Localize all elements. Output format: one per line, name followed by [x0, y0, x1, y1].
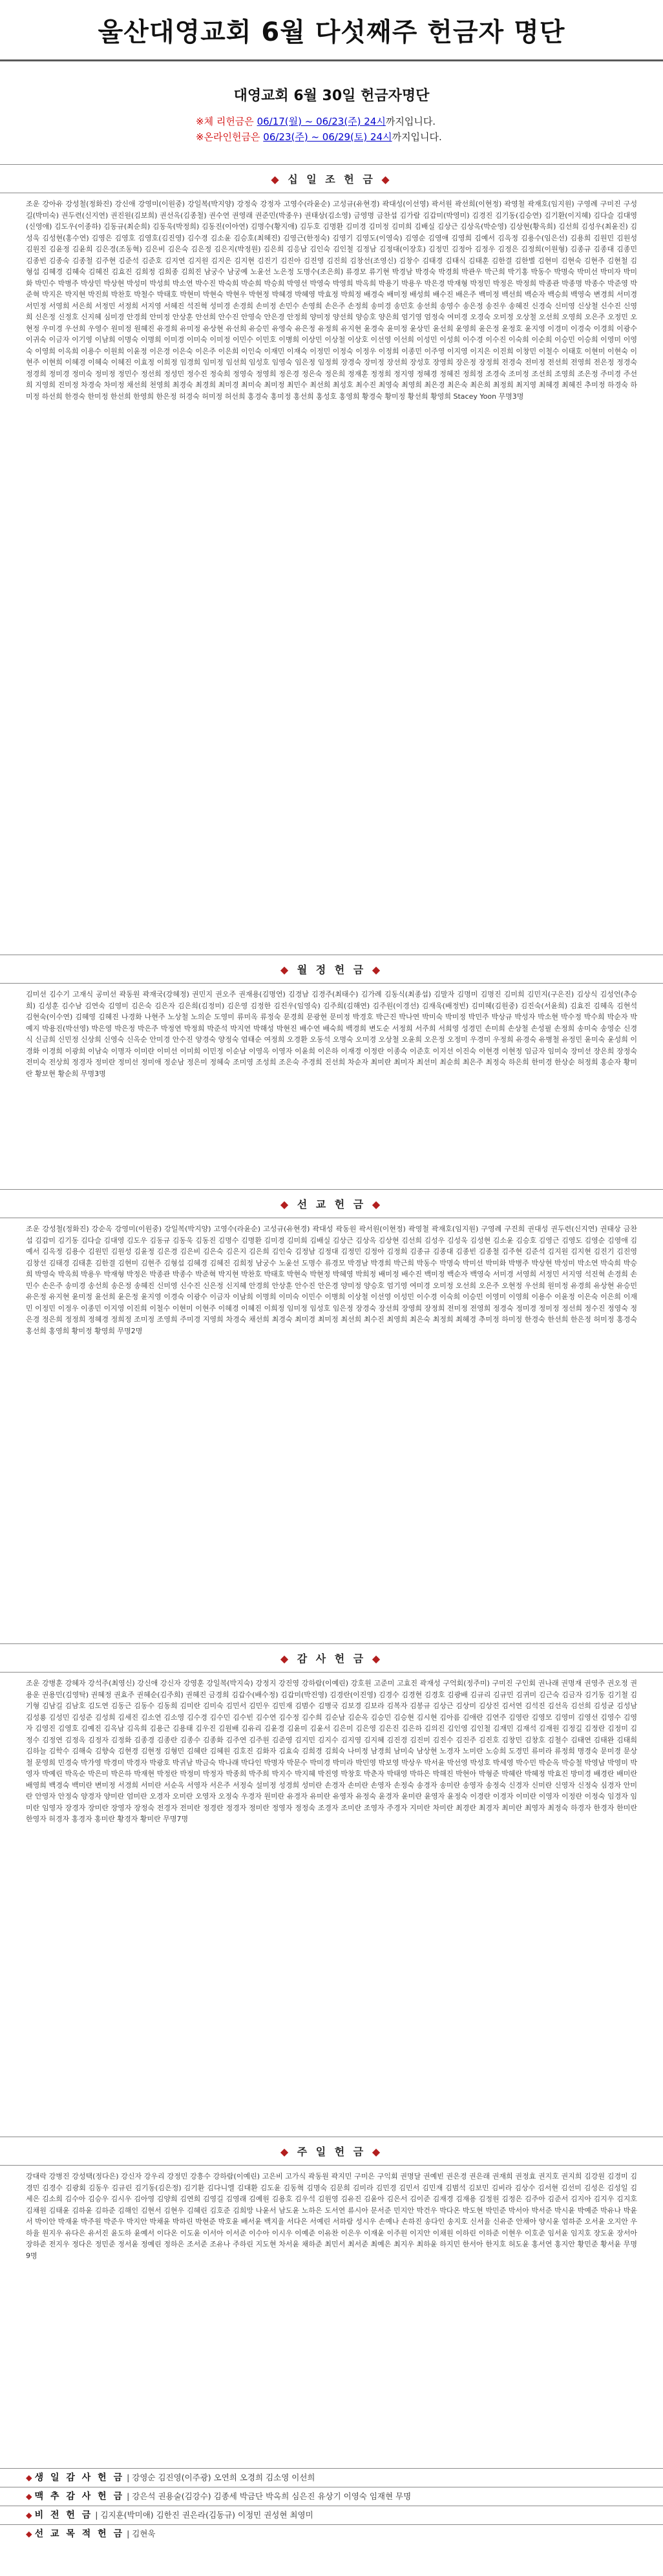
- bullet-icon: ◆: [280, 2146, 297, 2158]
- note-offering-suffix: 까지입니다.: [385, 116, 436, 127]
- bullet-icon: ◆: [366, 2146, 383, 2158]
- section-title-text: 월 정 헌 금: [297, 964, 366, 976]
- footer-row-harvest: [26, 2487, 637, 2506]
- footer-row-mission-purpose: [26, 2525, 637, 2543]
- section-mission: [26, 1189, 637, 1624]
- bullet-icon: ◆: [366, 964, 383, 976]
- section-title: [26, 1196, 637, 1211]
- section-title: [26, 2144, 637, 2159]
- footer-row-separator: |: [127, 2491, 132, 2501]
- section-title-text: 선 교 헌 금: [297, 1198, 366, 1210]
- section-body: 조운 강병훈 강혜자 강석주(최영신) 강신애 강신자 강영훈 강일복(박지숙) 강정지 강진영 강하람(이예린) 강호원 고준미 고효진 곽재성 구억회(정주미) 구미진 구인회 권나래 권명재 권영주 권오정 권용운 권용민(김영탁) 권혜정 권효주 권혜순(김주희) 권혜진 금경희 김갑수(배수정) 김갑미(박진영) 김경란(이진영) 김경수 김경현 김경호 김광배 김규리 김규민 김귀미 김근숙 김금자 김기동 김기철 김기형 김남길 김남호 김도연 김동근 김동수 김동희 김미란 김미숙 김민서 김민우 김민재 김범수 김병국 김보경 김보라 김복자 김봉규 김상근 김상미 김상진 김서연 김석진 김선옥 김선희 김성균 김성남 김성룡 김성민 김성준 김성희 김세진 김소연 김소영 김수경 김수민 김수빈 김수연 김수정 김수희 김순남 김순옥 김승민 김승현 김시현 김아름 김애란 김연주 김영란 김영모 김영미 김영선 김영수 김영자 김영진 김영호 김예진 김옥남 김옥희 김용근 김용태 김우진 김원배 김유리 김윤경 김윤미 김윤서 김은미 김은영 김은진 김은하 김의진 김인영 김인철 김재민 김재석 김재원 김정길 김정란 김정미 김정수 김정연 김정옥 김정자 김정화 김종경 김종란 김종수 김종화 김주연 김주원 김준영 김지민 김지수 김지영 김지혜 김진경 김진미 김진수 김진주 김진호 김창민 김창호 김철수 김태연 김태완 김태희 김하늘 김학수 김해숙 김향숙 김현경 김현정 김형민 김혜란 김혜원 김호진 김화자 김효숙 김희경 김희숙 나미정 남경희 남미숙 남상현 노경자 노미란 노승희 도경민 류미라 류정희 명경숙 문미경 문상철 문영희 민경숙 박가영 박경미 박경자 박광호 박귀남 박금숙 박나래 박다인 박명자 박문수 박미경 박미라 박민영 박보영 박상우 박서윤 박선영 박성호 박세영 박수민 박순옥 박승철 박영남 박영미 박영자 박예린 박옥순 박은미 박은하 박재현 박정란 박정미 박정자 박종희 박주희 박지수 박지혜 박진영 박창호 박춘자 박태영 박하은 박해진 박현아 박형준 박혜란 박혜정 박효진 방미경 배경란 배미란 배영희 백경숙 백미란 변미정 서경희 서미란 서순옥 서영자 서은주 서정숙 설미정 성경희 성미란 손경자 손미란 손영자 손정숙 송경자 송미란 송영자 송정숙 신경자 신미란 신영자 신정숙 심경자 안미란 안영자 안정숙 양경자 양미란 엄미란 오경자 오미란 오영자 오정숙 우경자 원미란 유경자 유미란 유영자 유정숙 윤경자 윤미란 윤영자 윤정숙 이경란 이경자 이미란 이영자 이정란 이정숙 임경자 임미란 임영자 장경자 장미란 장영자 장정숙 전경자 전미란 정경란 정경자 정미란 정영자 정정숙 조경자 조미란 조영자 주경자 지미란 차미란 최경란 최경자 최미란 최영자 최정숙 하경자 한경자 한미란 한영자 허경자 홍경자 홍미란 황경자 황미란 무명7명: [26, 1679, 637, 1823]
- bullet-icon: ◆: [271, 173, 288, 185]
- section-divider: [0, 1189, 663, 1190]
- section-divider: [0, 2165, 663, 2166]
- section-divider: [0, 1672, 663, 1673]
- bullet-icon: ◆: [366, 1198, 383, 1210]
- note-offering-prefix: ※체 리헌금은: [196, 116, 257, 127]
- banner-divider: [0, 59, 663, 61]
- footer-row-text: 김현욱: [132, 2529, 156, 2539]
- section-body: 조운 강성철(정화진) 강순옥 강영미(이원중) 강일복(박지양) 고영수(라윤순) 고성규(유현경) 곽대성 곽동원 곽서원(이현정) 곽영철 곽재호(임지원) 구영례 구진희 권대성 권두련(신지연) 권태상 금찬섭 김갑미 김기동 김다슬 김대영 김도우 김동규 김동욱 김동진 김명수 김명환 김미경 김미희 김배실 김상근 김상옥 김상현 김선희 김성우 김성욱 김성현 김소윤 김승호 김영근 김영도 김영순 김영애 김예서 김옥정 김용수 김원민 김원성 김윤정 김은경 김은비 김은숙 김은지 김은희 김인숙 김정남 김정대 김정민 김정아 김정희 김종규 김종대 김종빈 김종철 김주현 김준석 김지원 김지현 김진기 김진영 김창선 김태경 김태훈 김한결 김현미 김현주 김형섭 김혜경 김혜진 김희정 남궁수 노윤선 도명수 류경모 박경남 박경희 박근희 박동수 박명숙 박미선 박미화 박병주 박상현 박성미 박소연 박숙희 박승희 박영숙 박옥희 박용우 박재형 박정은 박종관 박종수 박준혁 박지현 박찬호 박태호 박현숙 박현정 박혜영 박희정 배미정 배수진 백미정 백순자 백영숙 서미경 서영희 서정민 서지영 석진혁 손경희 손민수 손은주 송미경 송선희 송은정 송혜진 신미영 신수진 신은정 신지혜 안경희 안상훈 안수진 안은경 양미정 양승호 엄기영 여미경 오미정 오선희 오은주 오현정 우선희 원미정 유경희 유상현 유승민 유은정 유지현 윤미정 윤선희 윤은정 윤지영 이경숙 이광수 이금자 이남희 이명희 이미숙 이민수 이병희 이상철 이선영 이성민 이수경 이숙희 이승민 이영미 이영희 이용수 이윤정 이은숙 이은희 이재민 이정민 이정우 이종민 이지영 이진희 이철수 이현미 이현주 이혜경 이혜진 이희정 임미정 임성호 임은정 장경숙 장선희 장영희 장정희 전미정 전영희 정경숙 정미경 정미정 정선희 정수진 정영숙 정은경 정은희 정정희 정혜경 정희정 조미정 조영희 주미경 지영희 차경숙 채선희 최경숙 최미경 최미정 최선희 최수진 최영희 최은숙 최정희 최혜경 추미정 하미정 한경숙 한선희 한은정 허미정 홍경숙 홍선희 홍영희 황미정 황영희 무명2명: [26, 1225, 637, 1335]
- footer-row-label: 맥 추 감 사 헌 금: [34, 2491, 125, 2502]
- footer-row-vision: [26, 2506, 637, 2524]
- bullet-icon: ◆: [366, 1652, 383, 1665]
- section-sunday: [26, 2137, 637, 2442]
- note-offering-link[interactable]: 06/17(월) ~ 06/23(주) 24시: [257, 116, 386, 127]
- bullet-icon: ◆: [280, 964, 297, 976]
- section-title: [26, 1651, 637, 1665]
- section-monthly: [26, 955, 637, 1170]
- bullet-icon: ◆: [375, 173, 392, 185]
- subhead-title: 대영교회 6월 30일 헌금자명단: [233, 88, 430, 104]
- bullet-icon: ◆: [26, 2510, 35, 2520]
- note-offering-period: [196, 114, 467, 129]
- footer-row-text: 강영순 김진영(이주광) 오연희 오경희 김소영 이선희: [132, 2473, 315, 2482]
- bullet-icon: ◆: [280, 1652, 297, 1665]
- footer-row-separator: |: [127, 2473, 132, 2482]
- section-divider: [0, 164, 663, 165]
- note-online-suffix: 까지입니다.: [392, 131, 442, 143]
- section-divider: [0, 983, 663, 984]
- footer-row-separator: |: [127, 2529, 132, 2539]
- footer-row-label: 비 전 헌 금: [34, 2510, 93, 2520]
- section-title-text: 감 사 헌 금: [297, 1652, 366, 1665]
- footer-row-text: 강은석 권용술(김강수) 김종세 박금단 박옥희 심은진 유상기 이영숙 임재현 무명: [132, 2491, 412, 2501]
- section-body: 강대락 강병진 강성택(정다은) 강신자 강우리 강정민 강흥수 강하람(이예린) 고은비 고가식 곽동원 곽지민 구미은 구익회 권명달 권예빈 권은경 권은래 권재희 권정효 권지호 권지희 김강원 김경미 김경민 김경수 김광회 김동우 김규린 김기동(김은정) 김기환 김다니엘 김대환 김도윤 김동혁 김명숙 김문희 김미라 김민경 김민서 김민재 김범석 김보민 김비라 김상수 김서현 김선미 김성은 김성일 김세은 김소희 김수아 김승우 김시우 김아영 김양희 김연희 김영길 김영래 김예원 김용호 김우석 김원영 김유진 김윤아 김은서 김이준 김재경 김재용 김정원 김정은 김주아 김준서 김지아 김지우 김지호 김채원 김태윤 김하윤 김하준 김해인 김현서 김현우 김혜린 김호준 김희망 나윤서 남도윤 노하은 도서연 류시아 문서준 민지안 박건우 박다온 박도현 박민준 박서아 박서준 박시윤 박예준 박유나 박윤서 박이안 박재윤 박주원 박준우 박지안 박채윤 박하린 박현준 박호윤 배서윤 백지율 서다은 서예린 서하람 성시우 손예나 손하진 송다인 송지호 신서율 신유준 안채아 양시윤 엄하준 오서윤 오지안 우하율 원지우 유다은 유서진 윤도하 윤예서 이다온 이도윤 이서아 이서준 이수아 이시우 이예준 이유찬 이은우 이재윤 이주원 이지안 이채원 이하린 이하준 이현우 이호준 임서윤 임지호 장도윤 장서아 장하준 전지우 정다은 정민준 정서윤 정예린 정하은 조서준 조유나 주하린 지도현 차서윤 채하준 최민서 최서준 최예은 최지우 최하윤 하지민 한서아 한지호 허도윤 홍서연 홍지안 황민준 황서윤 무명9명: [26, 2172, 637, 2260]
- section-body: 조운 강아유 강성철(정화진) 강신애 강영미(이원중) 강일복(박지양) 강정숙 강정자 고영수(라윤순) 고성규(유현경) 곽대성(이선영) 곽서원 곽선희(이현정) 곽영철 곽재호(임지원) 구영례 구미진 구성길(박미숙) 권두련(신지연) 권진원(김보희) 권선옥(김종철) 권수연 권영래 권준민(박종우) 권태상(김소영) 금영명 금찬섭 김가람 김갑미(박영미) 김경진 김기동(김승연) 김기환(이지혜) 김다슬 김대영(신영애) 김도우(이종하) 김동규(최순희) 김동욱(박정희) 김동진(이아연) 김명수(황지애) 김두호 김명환 김미경 김미정 김미희 김배실 김상근 김상옥(박순영) 김상현(황옥희) 김선희 김성우(최윤진) 김성욱 김성현(홍수연) 김영은 김영호 김영호(김진영) 김수경 김소윤 김승호(최혜진) 김영근(한정숙) 김영기 김영도(이영숙) 김영순 김영애 김영희 김예서 김옥정 김용수(임은선) 김용희 김원민 김원성 김원진 김윤정 김윤희 김은경(조동혁) 김은비 김은숙 김은정 김은지(박정원) 김은희 김응남 김인숙 김인철 김정남 김정대(이장호) 김정민 김정아 김정우 김정은 김정희(이원형) 김종규 김종대 김종민 김종빈 김종숙 김종철 김주현 김준석 김준호 김지연 김지원 김지은 김지현 김진기 김진아 김진영 김진희 김창선(조영신) 김창수 김태경 김태식 김태훈 김한결 김한별 김현미 김현숙 김현주 김현철 김형섭 김혜경 김혜숙 김혜진 김효진 김희정 김희종 김희진 남궁수 남궁예 노윤선 노은정 도명수(조은희) 류경모 류기현 박경남 박경숙 박경희 박관우 박근희 박기홍 박동수 박명숙 박미선 박미자 박미화 박민수 박병주 박상민 박상현 박성미 박성희 박소연 박수진 박숙희 박순희 박승희 박영선 박영숙 박영희 박옥희 박용기 박용우 박은경 박재형 박정민 박정은 박정희 박종관 박종명 박종수 박준영 박준혁 박지은 박지현 박진희 박찬호 박철수 박태호 박현미 박현숙 박현우 박현정 박혜경 박혜영 박효정 박희정 배경숙 배미정 배성희 배수진 배은주 백미정 백선희 백순자 백승희 백영숙 변경희 서미경 서민정 서영희 서은희 서정민 서정희 서지영 서혜진 석진혁 성미경 손경희 손미정 손민수 손영희 손은주 손정희 송미경 송민호 송선희 송영수 송은정 송진우 송혜진 신경숙 신미영 신상철 신수진 신영희 신은정 신정호 신지혜 심미경 안경희 안미정 안상훈 안선희 안수진 안영숙 안은경 안정희 양미정 양선희 양승호 양은희 엄기영 엄정숙 여미경 오경숙 오미정 오상철 오선희 오영희 오은주 오정민 오현정 우미경 우선희 우영수 원미정 원혜진 유경희 유미정 유상현 유선희 유승민 유영숙 유은정 유정희 유지현 윤경숙 윤미정 윤상민 윤선희 윤영희 윤은정 윤정호 윤지영 이경미 이경숙 이경희 이광수 이귀숙 이금자 이기영 이남희 이명숙 이명희 이미경 이미숙 이미정 이민수 이민호 이병희 이상민 이상철 이상호 이선영 이선희 이성민 이성희 이수경 이수진 이숙희 이순희 이승민 이승희 이영미 이영숙 이영희 이옥희 이용수 이원희 이윤정 이은경 이은숙 이은주 이은희 이인숙 이재민 이재숙 이정민 이정숙 이정우 이정희 이종민 이주영 이지영 이지은 이진희 이창민 이철수 이태호 이현미 이현숙 이현주 이현희 이혜경 이혜숙 이혜진 이효정 이희정 임경희 임미정 임선희 임성호 임영숙 임은정 임정희 장경숙 장미정 장선희 장성호 장영희 장은정 장정희 전경숙 전미정 전선희 전영희 전은정 정경숙 정경희 정미경 정미숙 정미정 정민수 정선희 정성민 정수진 정숙희 정영숙 정영희 정은경 정은숙 정은희 정재훈 정정희 정지영 정혜경 정혜진 정희정 조경숙 조미정 조선희 조영희 조은정 주미경 주선희 지영희 진미정 차경숙 차미정 채선희 천영희 최경숙 최경희 최미경 최미숙 최미정 최민수 최선희 최성호 최수진 최영숙 최영희 최은경 최은숙 최은희 최정희 최지영 최혜경 최혜진 추미정 하경숙 하미정 하선희 한경숙 한미정 한선희 한영희 한은정 허경숙 허미정 허선희 홍경숙 홍미정 홍선희 홍성호 홍영희 황경숙 황미정 황선희 황영희 Stacey Yoon 무명3명: [26, 200, 637, 401]
- section-divider: [0, 1643, 663, 1644]
- footer-list: [26, 2468, 637, 2543]
- section-thanksgiving: [26, 1643, 637, 2117]
- bullet-icon: ◆: [26, 2473, 35, 2482]
- bullet-icon: ◆: [26, 2491, 35, 2501]
- footer-row-birthday: [26, 2469, 637, 2487]
- bullet-icon: ◆: [26, 2529, 35, 2539]
- footer-row-label: 생 일 감 사 헌 금: [34, 2473, 125, 2483]
- section-tithe: [26, 164, 637, 935]
- section-body: 김미선 김수기 고재식 공미선 곽동원 곽재국(강혜정) 권민지 권오주 권재용(김명연) 김경남 김경주(최태수) 김가례 김동식(최종섭) 김말자 김명미 김명진 김미희 김민지(구은진) 김상식 김성언(추승희) 김성훈 김수남 김연숙 김영미 김은숙 김은자 김은희(김정미) 김은영 김정한 김진우(임영숙) 김주희(김해연) 김주원(이경선) 김재욱(배정빈) 김미혜(김원중) 김진숙(서윤희) 김효진 김혜옥 김현석 김현숙(이수연) 김혜영 김혜진 나경화 나현주 노상철 노의순 도영미 류미옥 류정숙 문경희 문광현 문미정 박경호 박근진 박나연 박미숙 박미정 박민주 박상규 박성자 박소현 박수정 박수희 박순자 박예지 박용진(박선영) 박은영 박은정 박은주 박정연 박정희 박준석 박지연 박해성 박현진 배수연 배숙희 백경희 변도순 서정희 서주희 서희영 성경민 손미희 손상철 손성필 손정희 송미숙 송영순 신경식 신금희 신민정 신상희 신영숙 신옥순 안미경 안수진 양경숙 양정숙 엄태순 여정희 오경환 오동석 오명숙 오미경 오상철 오윤희 오은정 오정미 우경미 우정희 유경숙 유병철 유정민 윤미숙 윤성희 이경화 이경희 이광희 이남숙 이명자 이미란 이미선 이미희 이민정 이순남 이영옥 이영자 이윤희 이은하 이재경 이정란 이종숙 이준호 이지선 이진숙 이현경 이현정 임금자 임미숙 장미선 장은희 장정숙 전미숙 전상희 정경자 정미란 정미선 정미애 정순남 정은미 정혜숙 조미영 조성희 조은숙 주경희 진선희 차순자 최미란 최미자 최선미 최순희 최은주 최정숙 하은희 한미경 한상순 허정희 홍순자 황미란 황보현 황순희 무명3명: [26, 990, 637, 1078]
- subhead: [26, 85, 637, 145]
- footer-row-label: 선 교 목 적 헌 금: [34, 2529, 125, 2539]
- note-online-prefix: ※온라인헌금은: [196, 131, 264, 143]
- section-title: [26, 171, 637, 186]
- footer-row-separator: |: [95, 2510, 101, 2520]
- bullet-icon: ◆: [280, 1198, 297, 1210]
- section-title-text: 주 일 헌 금: [297, 2146, 366, 2158]
- page-title: 울산대영교회 6월 다섯째주 헌금자 명단: [98, 17, 565, 47]
- banner: [26, 0, 637, 59]
- note-online-link[interactable]: 06/23(주) ~ 06/29(토) 24시: [263, 131, 392, 143]
- section-title: [26, 962, 637, 977]
- section-title-text: 십 일 조 헌 금: [288, 173, 375, 185]
- footer-row-text: 김지훈(박미애) 김한진 권은라(김동규) 이정민 권성현 최영미: [100, 2510, 313, 2520]
- note-online-period: [196, 129, 467, 145]
